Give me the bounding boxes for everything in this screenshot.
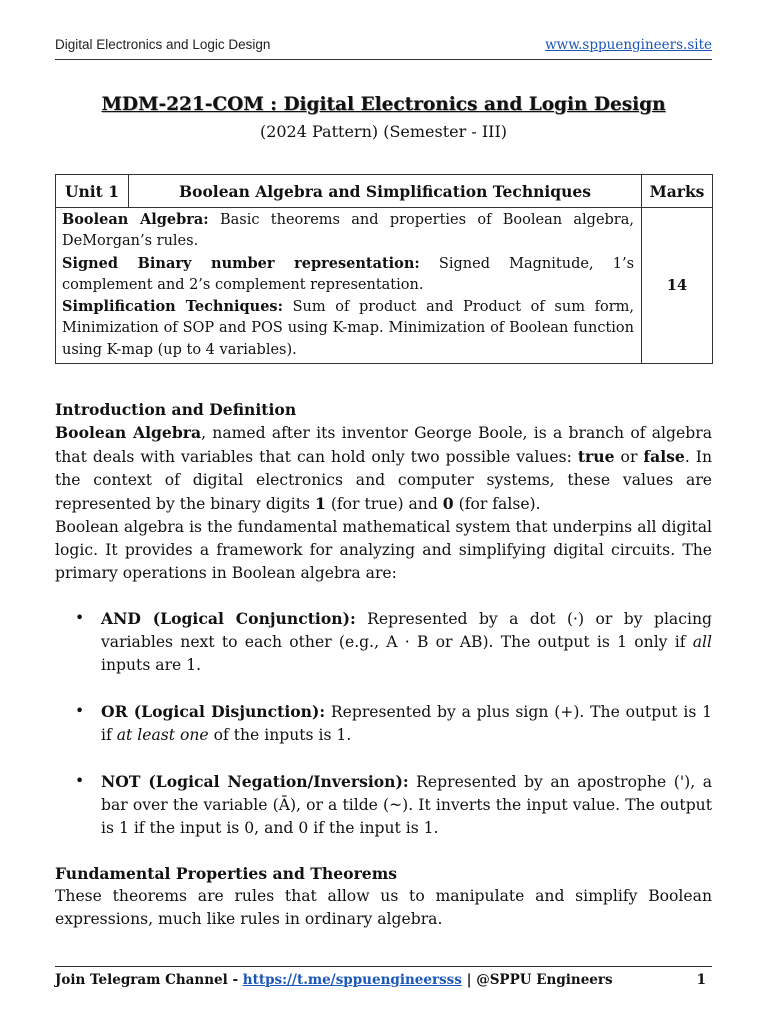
operation-text: Represented by a plus sign (+). The output is 1 if — [101, 703, 712, 744]
telegram-link[interactable]: https://t.me/sppuengineersss — [242, 972, 462, 988]
operation-emphasis: at least one — [116, 726, 209, 744]
syllabus-item-text: Signed Magnitude, 1’s complement and 2’s complement representation. — [62, 255, 635, 293]
operation-item-or — [55, 700, 712, 747]
intro-text: or — [614, 448, 644, 466]
intro-paragraph-2: Boolean algebra is the fundamental mathematical system that underpins all digital logic. It provides a framework for analyzing and simplifying digital circuits. The primary operations in Boolean algebra are: — [55, 518, 712, 582]
bullet-icon: • — [75, 609, 85, 627]
intro-text: (for false). — [453, 495, 541, 513]
document-title: MDM-221-COM : Digital Electronics and Login Design — [101, 94, 666, 115]
syllabus-table — [55, 174, 713, 364]
footer-separator: | — [461, 972, 477, 988]
spacer — [55, 585, 712, 607]
marks-column-header: Marks — [642, 175, 713, 208]
operation-item-not — [55, 770, 712, 840]
syllabus-item — [62, 253, 634, 297]
intro-text: (for true) and — [325, 495, 443, 513]
syllabus-item-text: Basic theorems and properties of Boolean algebra, DeMorgan’s rules. — [62, 212, 634, 250]
operation-item-and — [55, 607, 712, 677]
document-subtitle: (2024 Pattern) (Semester - III) — [259, 122, 508, 141]
operation-label: NOT (Logical Negation/Inversion): — [101, 772, 409, 791]
syllabus-item — [62, 209, 634, 253]
bullet-icon: • — [75, 772, 85, 790]
bullet-icon: • — [75, 702, 85, 720]
spacer — [55, 840, 712, 862]
fundamentals-heading: Fundamental Properties and Theorems — [55, 864, 397, 883]
operation-emphasis: all — [692, 633, 712, 651]
page-footer — [55, 966, 712, 988]
page-header — [55, 35, 712, 60]
operation-text: inputs are 1. — [101, 656, 202, 674]
intro-paragraph-1 — [55, 421, 712, 516]
syllabus-item — [62, 296, 634, 361]
header-title: Digital Electronics and Logic Design — [55, 37, 271, 52]
value-true: true — [577, 447, 615, 466]
digit-one: 1 — [315, 494, 326, 513]
unit-column-header: Unit 1 — [56, 175, 129, 208]
spacer — [55, 747, 712, 770]
operations-list — [55, 607, 712, 840]
operation-text: of the inputs is 1. — [208, 726, 352, 744]
fundamentals-paragraph: These theorems are rules that allow us to manipulate and simplify Boolean expressions, much like rules in ordinary algebra. — [55, 887, 712, 928]
spacer — [55, 677, 712, 700]
syllabus-content — [56, 208, 642, 364]
topic-column-header: Boolean Algebra and Simplification Techniques — [129, 175, 642, 208]
page-number: 1 — [696, 972, 706, 988]
syllabus-item-label: Boolean Algebra: — [62, 211, 209, 228]
operation-text: Represented by an apostrophe ('), a bar over the variable (Ā), or a tilde (~). It inverts the input value. The output is 1 if the input is 0, and 0 if the input is 1. — [101, 773, 712, 837]
header-site-link[interactable]: www.sppuengineers.site — [545, 37, 712, 53]
digit-zero: 0 — [442, 494, 454, 513]
syllabus-item-label: Simplification Techniques: — [62, 298, 283, 316]
syllabus-item-label: Signed Binary number representation: — [62, 254, 420, 272]
footer-handle: @SPPU Engineers — [476, 972, 613, 988]
syllabus-content-row — [56, 208, 713, 364]
syllabus-header-row — [56, 175, 713, 208]
intro-heading: Introduction and Definition — [55, 400, 297, 419]
main-content — [55, 398, 712, 931]
footer-prefix: Join Telegram Channel - — [55, 972, 243, 988]
intro-text: , named after its inventor George Boole, is a branch of algebra that deals with variables that can hold only two possible values: — [55, 424, 712, 466]
operation-label: AND (Logical Conjunction): — [101, 609, 356, 628]
operation-text: Represented by a dot (·) or by placing variables next to each other (e.g., A · B or AB). The output is 1 only if — [101, 610, 712, 651]
term-boolean-algebra: Boolean Algebra — [55, 423, 202, 442]
syllabus-item-text: Sum of product and Product of sum form, Minimization of SOP and POS using K-map. Minimization of Boolean function using K-map (up to 4 variables). — [62, 299, 634, 358]
value-false: false — [643, 447, 685, 466]
intro-text: . In the context of digital electronics and computer systems, these values are represented by the binary digits — [55, 448, 713, 513]
operation-label: OR (Logical Disjunction): — [101, 702, 326, 721]
marks-value: 14 — [642, 208, 713, 364]
